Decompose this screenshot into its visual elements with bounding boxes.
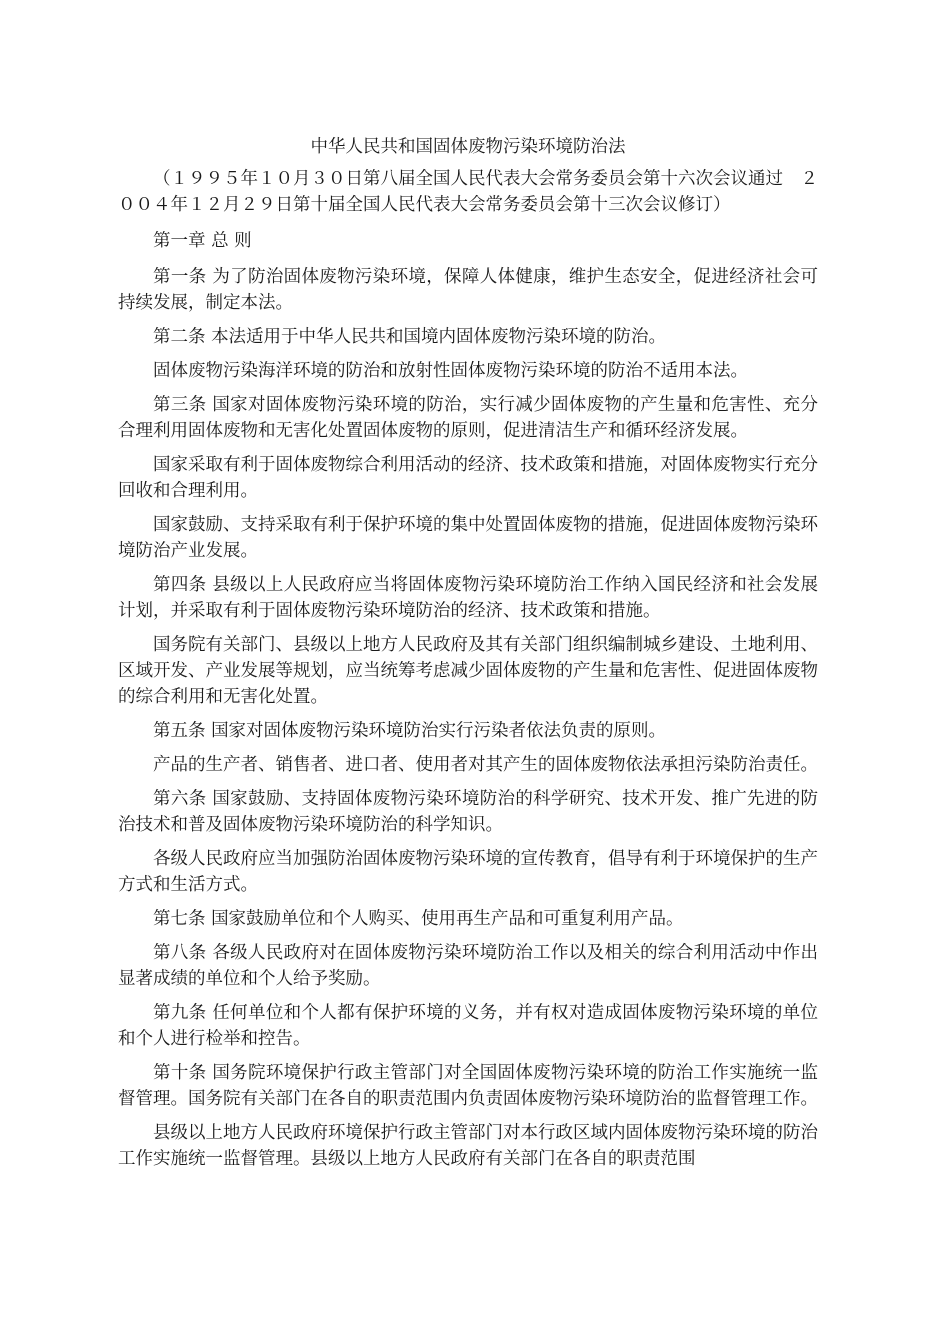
- paragraph: 第二条 本法适用于中华人民共和国境内固体废物污染环境的防治。: [153, 327, 667, 347]
- paragraph: 国家鼓励、支持采取有利于保护环境的集中处置固体废物的措施，促进固体废物污染环境防治产业发展。: [118, 515, 818, 561]
- document-subtitle: （１９９５年１０月３０日第八届全国人民代表大会常务委员会第十六次会议通过 ２００４年１２月２９日第十届全国人民代表大会常务委员会第十三次会议修订）: [118, 169, 818, 215]
- paragraph: 第七条 国家鼓励单位和个人购买、使用再生产品和可重复利用产品。: [153, 909, 684, 929]
- paragraph: 第八条 各级人民政府对在固体废物污染环境防治工作以及相关的综合利用活动中作出显著成绩的单位和个人给予奖励。: [118, 943, 818, 989]
- paragraph: 各级人民政府应当加强防治固体废物污染环境的宣传教育，倡导有利于环境保护的生产方式和生活方式。: [118, 849, 818, 895]
- paragraph: 第九条 任何单位和个人都有保护环境的义务，并有权对造成固体废物污染环境的单位和个人进行检举和控告。: [118, 1003, 818, 1049]
- document-title: 中华人民共和国固体废物污染环境防治法: [310, 137, 626, 157]
- paragraph: 第六条 国家鼓励、支持固体废物污染环境防治的科学研究、技术开发、推广先进的防治技术和普及固体废物污染环境防治的科学知识。: [118, 789, 818, 835]
- paragraph: 县级以上地方人民政府环境保护行政主管部门对本行政区域内固体废物污染环境的防治工作实施统一监督管理。县级以上地方人民政府有关部门在各自的职责范围: [118, 1123, 818, 1169]
- paragraph: 国务院有关部门、县级以上地方人民政府及其有关部门组织编制城乡建设、土地利用、区域开发、产业发展等规划，应当统筹考虑减少固体废物的产生量和危害性、促进固体废物的综合利用和无害化处置。: [118, 635, 818, 707]
- paragraph: 第五条 国家对固体废物污染环境防治实行污染者依法负责的原则。: [153, 721, 667, 741]
- paragraph: 国家采取有利于固体废物综合利用活动的经济、技术政策和措施，对固体废物实行充分回收和合理利用。: [118, 455, 818, 501]
- paragraph: 第三条 国家对固体废物污染环境的防治，实行减少固体废物的产生量和危害性、充分合理利用固体废物和无害化处置固体废物的原则，促进清洁生产和循环经济发展。: [118, 395, 818, 441]
- paragraph: 第一条 为了防治固体废物污染环境，保障人体健康，维护生态安全，促进经济社会可持续发展，制定本法。: [118, 267, 818, 313]
- chapter-heading: 第一章 总 则: [153, 231, 252, 251]
- paragraph: 第四条 县级以上人民政府应当将固体废物污染环境防治工作纳入国民经济和社会发展计划，并采取有利于固体废物污染环境防治的经济、技术政策和措施。: [118, 575, 818, 621]
- document-page: [118, 134, 818, 1180]
- paragraph: 固体废物污染海洋环境的防治和放射性固体废物污染环境的防治不适用本法。: [153, 361, 748, 381]
- paragraph: 产品的生产者、销售者、进口者、使用者对其产生的固体废物依法承担污染防治责任。: [153, 755, 818, 775]
- paragraph: 第十条 国务院环境保护行政主管部门对全国固体废物污染环境的防治工作实施统一监督管理。国务院有关部门在各自的职责范围内负责固体废物污染环境防治的监督管理工作。: [118, 1063, 818, 1109]
